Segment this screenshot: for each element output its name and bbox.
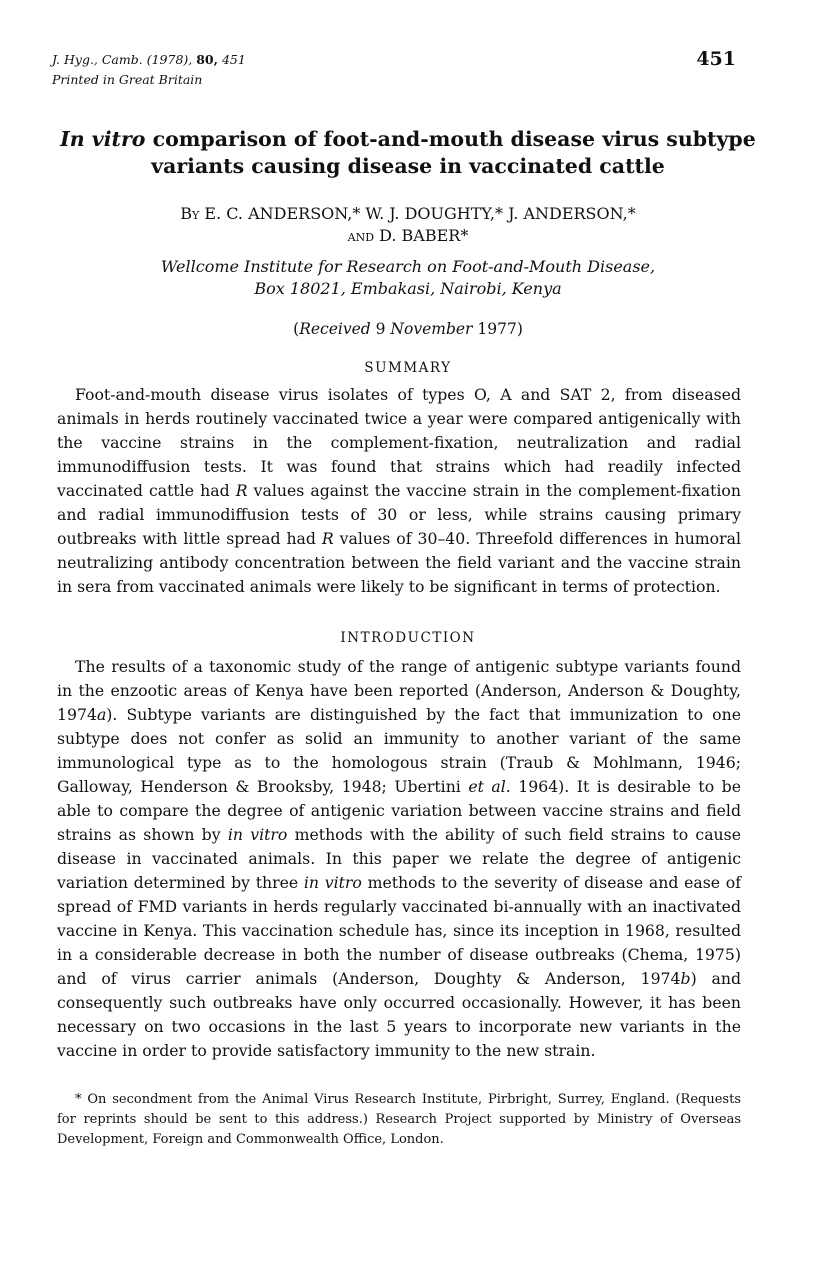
introduction-paragraph: The results of a taxonomic study of the range of antigenic subtype variants found in the enzootic areas of Kenya have been reported (Anderson, Anderson & Doughty, 1974a). Subtype variants are distinguished by the fact that immunization to one subtype does not confer as solid an immunity to another variant of the same immunological type as to the homologous strain (Traub & Mohlmann, 1946; Galloway, Henderson & Brooksby, 1948; Ubertini et al. 1964). It is desirable to be able to compare the degree of antigenic variation between vaccine strains and field strains as shown by in vitro methods with the ability of such field strains to cause disease in vaccinated animals. In this paper we relate the degree of antigenic variation determined by three in vitro methods to the severity of disease and ease of spread of FMD variants in herds regularly vaccinated bi-annually with an inactivated vaccine in Kenya. This vaccination schedule has, since its inception in 1968, resulted in a considerable decrease in both the number of disease outbreaks (Chema, 1975) and of virus carrier animals (Anderson, Doughty & Anderson, 1974b) and consequently such outbreaks have only occurred occasionally. However, it has been necessary on two occasions in the last 5 years to incorporate new variants in the vaccine in order to provide satisfactory immunity to the new strain. [57,657,742,1060]
received-date: (Received 9 November 1977) [293,320,523,338]
title-line-1: comparison of foot-and-mouth disease virus subtype [145,127,756,151]
journal-volume: 80, [196,52,218,67]
summary-paragraph: Foot-and-mouth disease virus isolates of types O, A and SAT 2, from diseased animals in herds routinely vaccinated twice a year were compared antigenically with the vaccine strains in the complement-fixation, neutralization and radial immunodiffusion tests. It was found that strains which had readily infected vaccinated cattle had R values against the vaccine strain in the complement-fixation and radial immunodiffusion tests of 30 or less, while strains causing primary outbreaks with little spread had R values of 30–40. Threefold differences in humoral neutralizing antibody concentration between the field variant and the vaccine strain in sera from vaccinated animals were likely to be significant in terms of protection. [57,385,741,596]
introduction-heading: INTRODUCTION [340,630,476,646]
authors-line-2: D. BABER* [374,226,469,245]
journal-year: (1978), [146,52,193,67]
article-title [40,126,776,180]
and-label: and [347,226,375,245]
running-header [52,50,246,90]
page-number: 451 [696,48,736,70]
affiliation-line-2: Box 18021, Embakasi, Nairobi, Kenya [254,279,562,298]
authors-line-1: E. C. ANDERSON,* W. J. DOUGHTY,* J. ANDERSON,* [199,204,636,223]
journal-page-ref: 451 [221,52,246,67]
author-list [40,203,776,247]
summary-heading: SUMMARY [364,360,452,376]
journal-name: J. Hyg., Camb. [52,52,143,67]
title-italic: In vitro [60,127,146,151]
printed-in: Printed in Great Britain [52,72,203,87]
affiliation-line-1: Wellcome Institute for Research on Foot-and-Mouth Disease, [160,257,656,276]
by-label: By [180,204,200,223]
journal-citation [52,50,246,70]
affiliation [40,256,776,300]
title-line-2: variants causing disease in vaccinated cattle [151,154,665,178]
footnote: * On secondment from the Animal Virus Research Institute, Pirbright, Surrey, England. (Requests for reprints should be sent to this address.) Research Project supported by Ministry of Overseas Development, Foreign and Commonwealth Office, London. [57,1092,741,1147]
